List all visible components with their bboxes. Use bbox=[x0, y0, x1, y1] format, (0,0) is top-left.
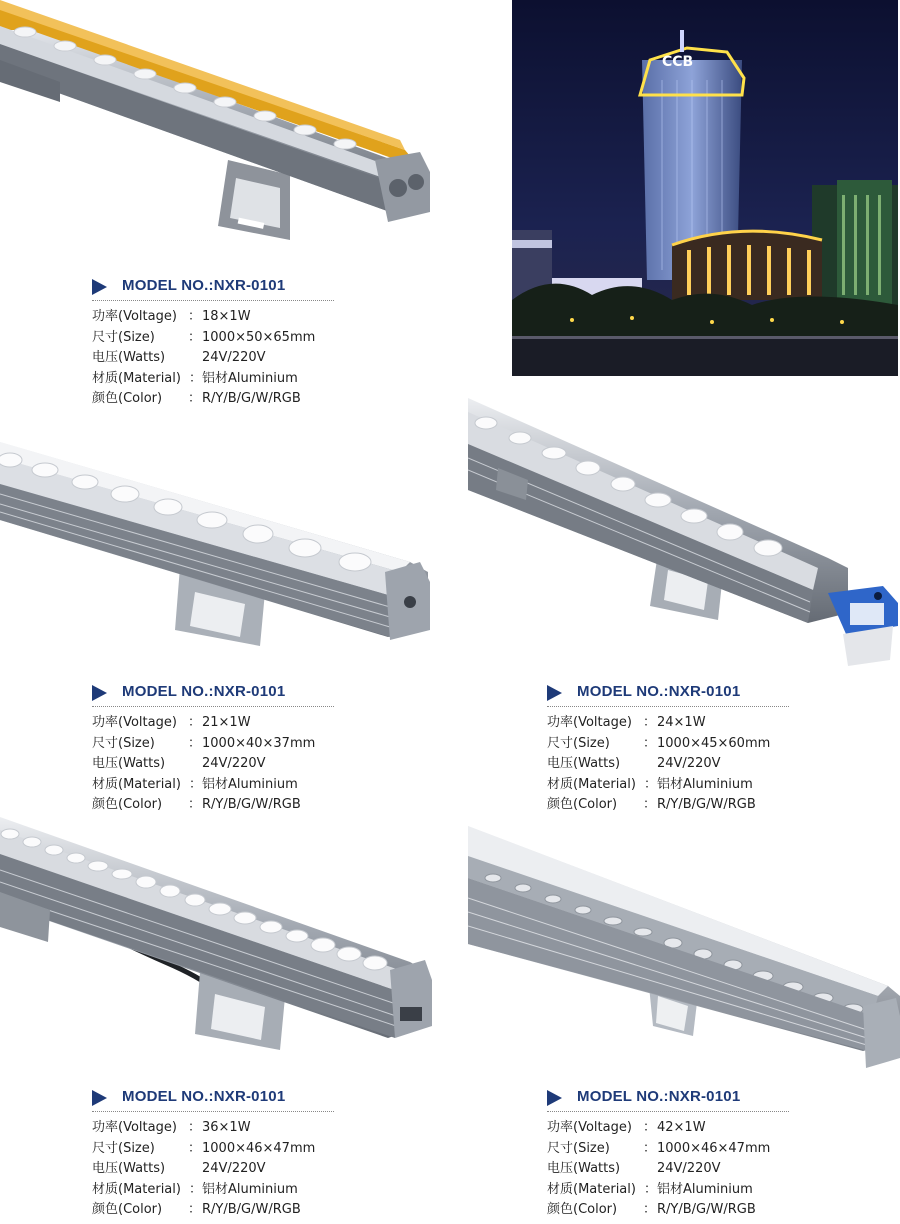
spec-size: 尺寸(Size) ： 1000×46×47mm bbox=[547, 1140, 771, 1156]
spec-material: 材质(Material) ： 铝材Aluminium bbox=[547, 776, 753, 792]
spec-voltage: 功率(Voltage) ： 42×1W bbox=[547, 1120, 706, 1135]
spec-voltage: 功率(Voltage) ： 24×1W bbox=[547, 715, 706, 730]
spec-size: 尺寸(Size) ： 1000×50×65mm bbox=[92, 329, 316, 345]
city-night-photo bbox=[512, 0, 898, 376]
spec-color: 颜色(Color) ： R/Y/B/G/W/RGB bbox=[92, 797, 301, 813]
model-number: MODEL NO.:NXR-0101 bbox=[122, 1088, 286, 1105]
spec-material: 材质(Material) ： 铝材Aluminium bbox=[92, 1181, 298, 1197]
spec-color: 颜色(Color) ： R/Y/B/G/W/RGB bbox=[92, 1202, 301, 1218]
wall-washer-product-4-image bbox=[0, 812, 440, 1062]
spec-size: 尺寸(Size) ： 1000×46×47mm bbox=[92, 1140, 316, 1156]
spec-material: 材质(Material) ： 铝材Aluminium bbox=[547, 1181, 753, 1197]
triangle-bullet-icon bbox=[547, 1090, 562, 1106]
wall-washer-product-1-image bbox=[0, 0, 440, 250]
triangle-bullet-icon bbox=[92, 685, 107, 701]
spec-watts: 电压(Watts) 24V/220V bbox=[92, 350, 266, 366]
triangle-bullet-icon bbox=[92, 1090, 107, 1106]
triangle-bullet-icon bbox=[92, 279, 107, 295]
spec-watts: 电压(Watts) 24V/220V bbox=[547, 756, 721, 772]
spec-voltage: 功率(Voltage) ： 18×1W bbox=[92, 309, 251, 324]
model-heading bbox=[547, 682, 789, 707]
spec-voltage: 功率(Voltage) ： 21×1W bbox=[92, 715, 251, 730]
model-heading bbox=[92, 682, 334, 707]
model-heading bbox=[547, 1087, 789, 1112]
spec-material: 材质(Material) ： 铝材Aluminium bbox=[92, 776, 298, 792]
spec-watts: 电压(Watts) 24V/220V bbox=[92, 1161, 266, 1177]
spec-color: 颜色(Color) ： R/Y/B/G/W/RGB bbox=[92, 391, 301, 407]
spec-material: 材质(Material) ： 铝材Aluminium bbox=[92, 370, 298, 386]
spec-color: 颜色(Color) ： R/Y/B/G/W/RGB bbox=[547, 1202, 756, 1218]
spec-voltage: 功率(Voltage) ： 36×1W bbox=[92, 1120, 251, 1135]
spec-size: 尺寸(Size) ： 1000×40×37mm bbox=[92, 735, 316, 751]
product-2-spec-block bbox=[92, 682, 334, 816]
product-4-spec-block bbox=[92, 1087, 334, 1221]
spec-color: 颜色(Color) ： R/Y/B/G/W/RGB bbox=[547, 797, 756, 813]
model-number: MODEL NO.:NXR-0101 bbox=[577, 683, 741, 700]
spec-watts: 电压(Watts) 24V/220V bbox=[92, 756, 266, 772]
model-number: MODEL NO.:NXR-0101 bbox=[122, 683, 286, 700]
product-5-spec-block bbox=[547, 1087, 789, 1221]
model-heading bbox=[92, 276, 334, 301]
model-number: MODEL NO.:NXR-0101 bbox=[577, 1088, 741, 1105]
building-sign-text: CCB bbox=[662, 54, 694, 70]
wall-washer-product-5-image bbox=[468, 826, 900, 1076]
triangle-bullet-icon bbox=[547, 685, 562, 701]
wall-washer-product-3-image bbox=[468, 398, 900, 668]
model-heading bbox=[92, 1087, 334, 1112]
wall-washer-product-2-image bbox=[0, 432, 440, 652]
spec-size: 尺寸(Size) ： 1000×45×60mm bbox=[547, 735, 771, 751]
model-number: MODEL NO.:NXR-0101 bbox=[122, 277, 286, 294]
product-3-spec-block bbox=[547, 682, 789, 816]
product-1-spec-block bbox=[92, 276, 334, 410]
spec-watts: 电压(Watts) 24V/220V bbox=[547, 1161, 721, 1177]
